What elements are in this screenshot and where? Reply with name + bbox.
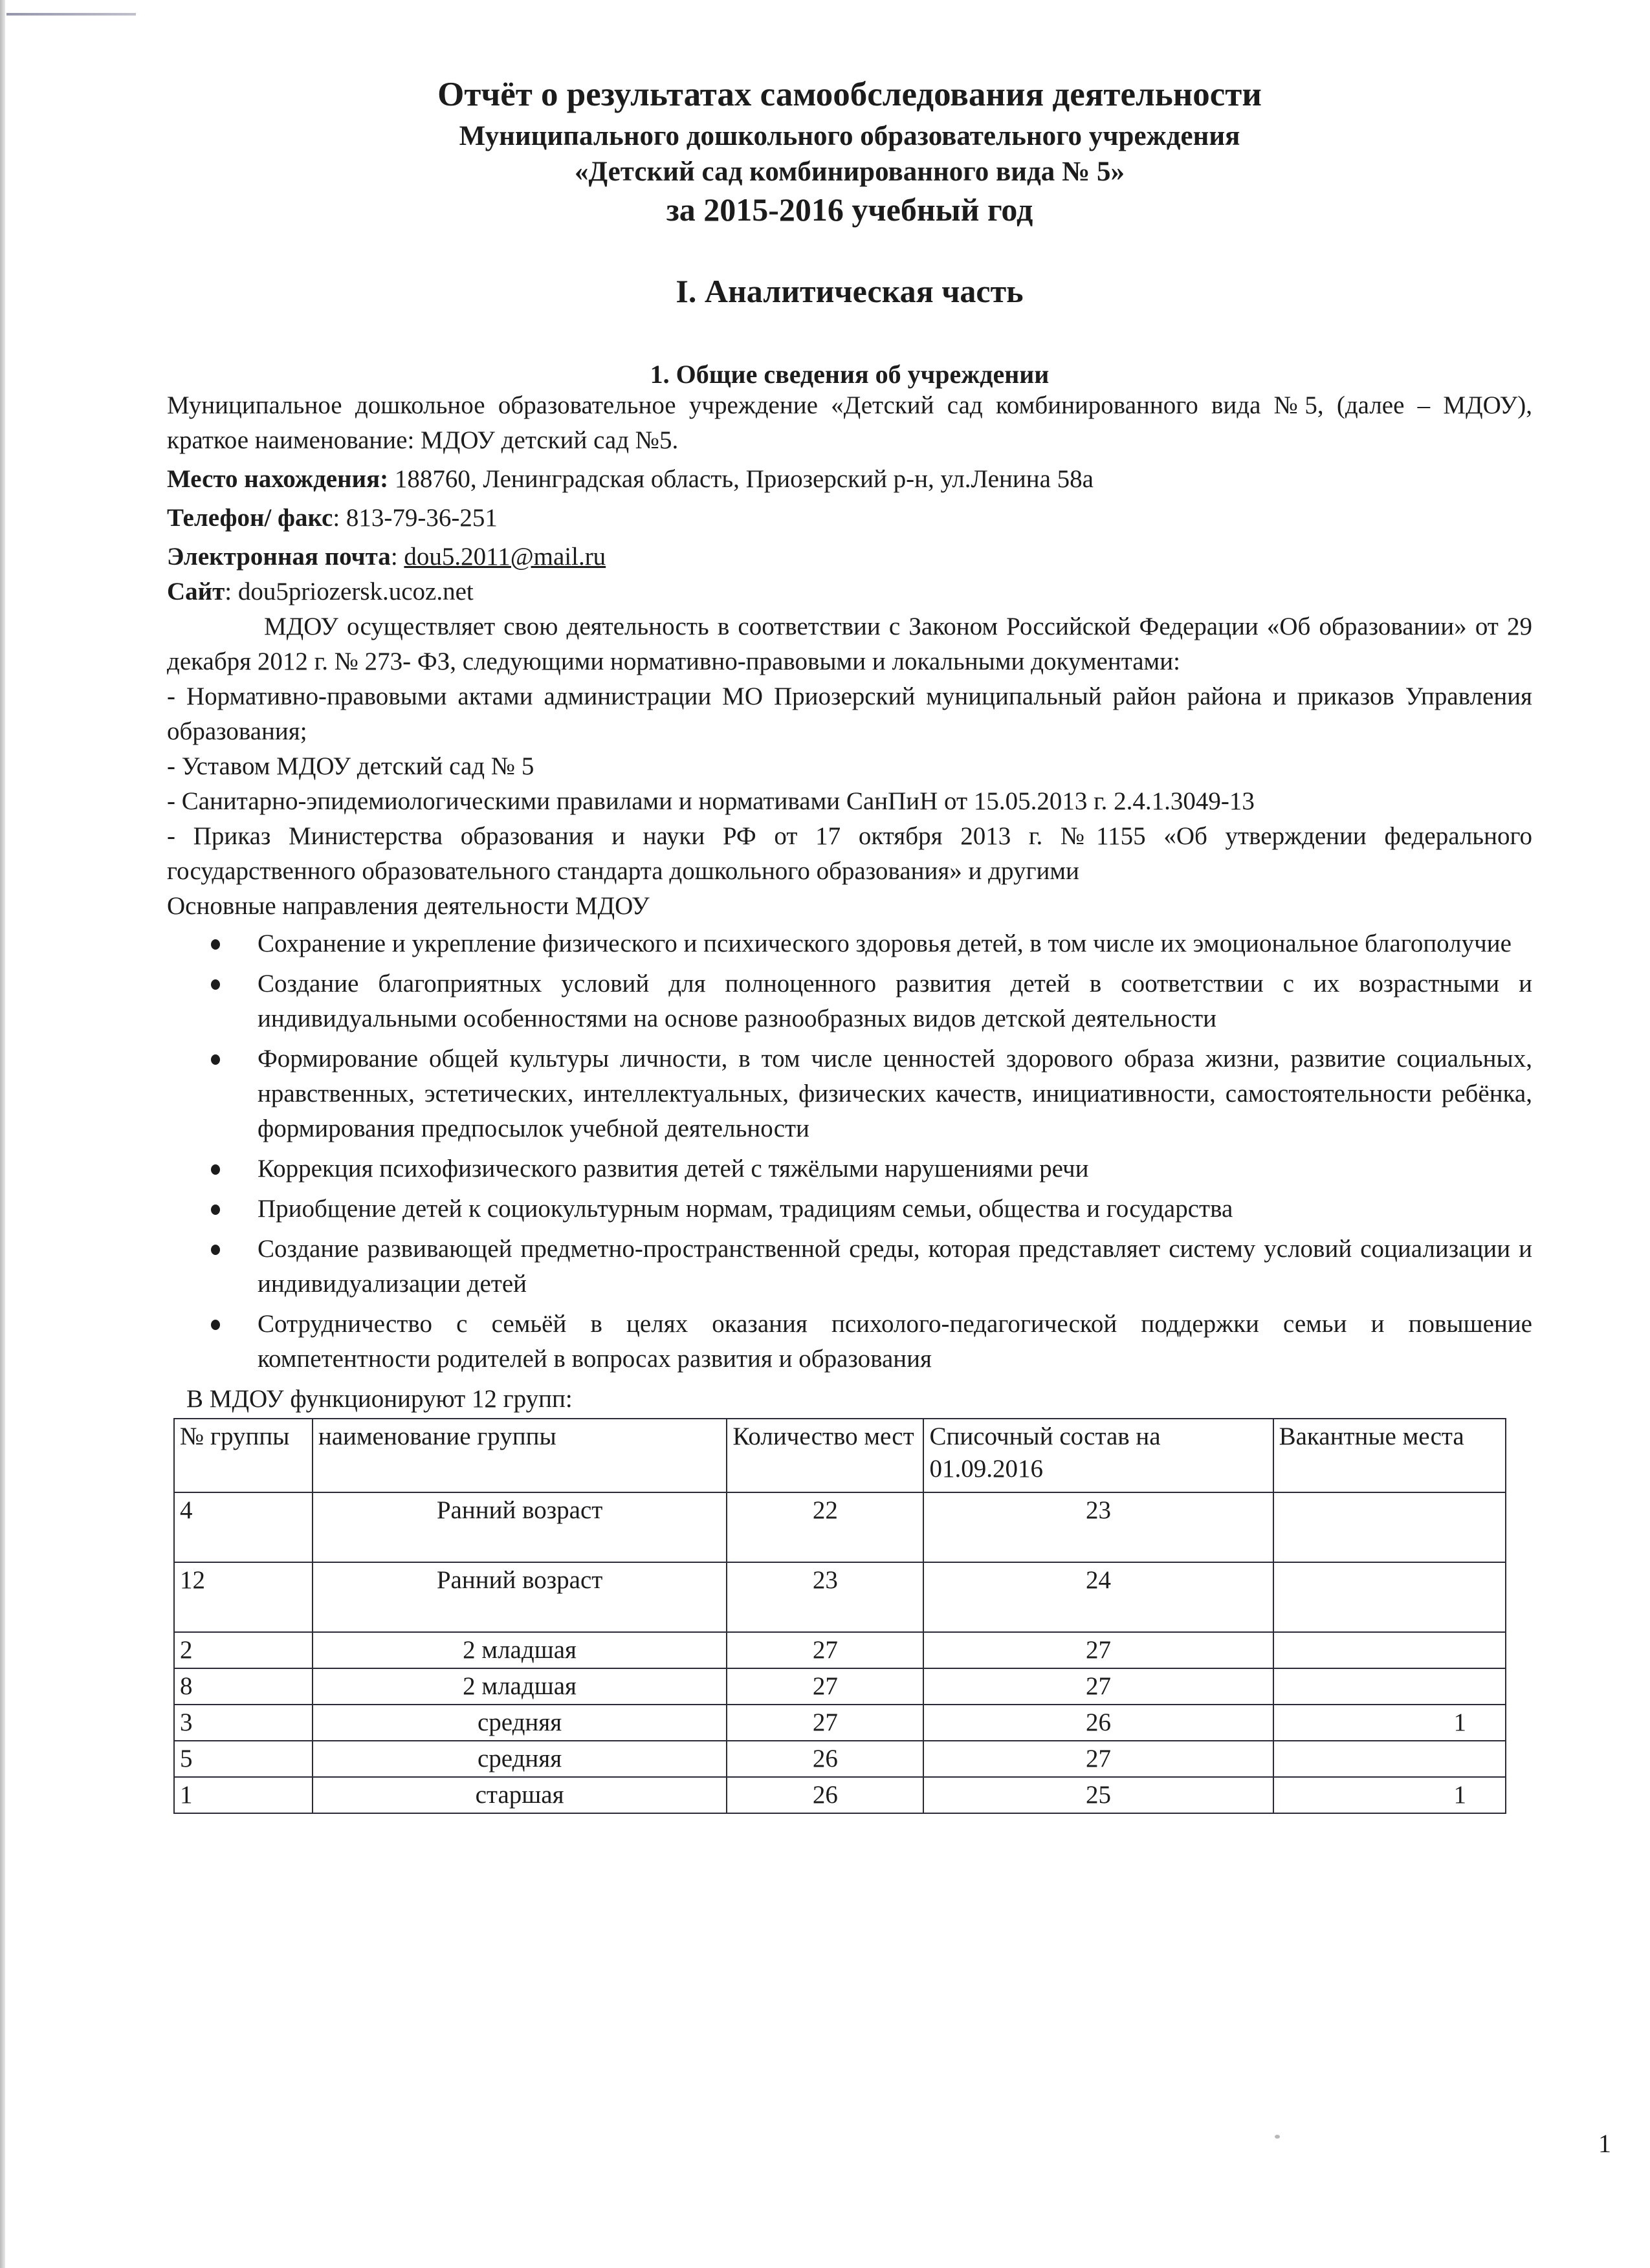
cell-group-name: Ранний возраст xyxy=(313,1492,727,1562)
institution-name-line-1: Муниципального дошкольного образовательного учреждения xyxy=(459,121,1240,151)
cell-vacant xyxy=(1273,1492,1506,1562)
groups-intro: В МДОУ функционируют 12 групп: xyxy=(186,1385,573,1413)
phone-line xyxy=(167,501,1532,536)
part-heading: I. Аналитическая часть xyxy=(676,273,1024,309)
intro-paragraph: Муниципальное дошкольное образовательное учреждение «Детский сад комбинированного вида №5, (далее – МДОУ), краткое наименование: МДОУ детский сад №5. xyxy=(167,391,1532,454)
header-group-name: наименование группы xyxy=(313,1419,727,1492)
cell-group-number: 2 xyxy=(174,1632,313,1668)
location-value: 188760, Ленинградская область, Приозерский р-н, ул.Ленина 58а xyxy=(388,465,1094,493)
location-label: Место нахождения: xyxy=(167,465,389,493)
direction-item: Приобщение детей к социокультурным нормам, традициям семьи, общества и государства xyxy=(258,1192,1532,1227)
cell-group-number: 4 xyxy=(174,1492,313,1562)
scan-edge-shadow xyxy=(0,0,5,2268)
activity-paragraph: МДОУ осуществляет свою деятельность в соответствии с Законом Российской Федерации «Об образовании» от 29 декабря 2012 г. № 273- ФЗ, следующими нормативно-правовыми и локальными документами: xyxy=(167,613,1532,675)
location-line xyxy=(167,462,1532,497)
email-line xyxy=(167,540,1532,574)
table-row xyxy=(174,1632,1506,1668)
report-title: Отчёт о результатах самообследования деятельности xyxy=(437,76,1262,113)
table-row xyxy=(174,1492,1506,1562)
cell-group-name: Ранний возраст xyxy=(313,1562,727,1632)
cell-places: 26 xyxy=(727,1741,923,1777)
cell-enrolled: 24 xyxy=(923,1562,1273,1632)
cell-group-name: 2 младшая xyxy=(313,1632,727,1668)
phone-value: : 813-79-36-251 xyxy=(333,504,498,532)
header-enrolled: Списочный состав на 01.09.2016 xyxy=(923,1419,1273,1492)
cell-enrolled: 25 xyxy=(923,1777,1273,1813)
site-line xyxy=(167,574,1532,609)
table-row xyxy=(174,1705,1506,1741)
email-separator: : xyxy=(390,543,404,571)
directions-list xyxy=(167,926,1532,1377)
cell-vacant xyxy=(1273,1741,1506,1777)
cell-enrolled: 27 xyxy=(923,1632,1273,1668)
email-label: Электронная почта xyxy=(167,543,391,571)
direction-item: Создание развивающей предметно-пространственной среды, которая представляет систему условий социализации и индивидуализации детей xyxy=(258,1232,1532,1302)
header-vacant: Вакантные места xyxy=(1273,1419,1506,1492)
cell-places: 22 xyxy=(727,1492,923,1562)
header-places: Количество мест xyxy=(727,1419,923,1492)
doc-item: - Уставом МДОУ детский сад № 5 xyxy=(167,752,534,780)
cell-places: 23 xyxy=(727,1562,923,1632)
scan-artifact-line xyxy=(6,13,136,16)
table-header-row xyxy=(174,1419,1506,1492)
cell-enrolled: 26 xyxy=(923,1705,1273,1741)
doc-item: - Приказ Министерства образования и науки РФ от 17 октября 2013 г. №1155 «Об утверждении федерального государственного образовательного стандарта дошкольного образования» и другими xyxy=(167,822,1532,885)
table-row xyxy=(174,1741,1506,1777)
cell-enrolled: 27 xyxy=(923,1668,1273,1705)
direction-item: Коррекция психофизического развития детей с тяжёлыми нарушениями речи xyxy=(258,1151,1532,1186)
cell-group-name: старшая xyxy=(313,1777,727,1813)
email-link[interactable]: dou5.2011@mail.ru xyxy=(404,543,606,571)
phone-label: Телефон/ факс xyxy=(167,504,333,532)
doc-item: - Санитарно-эпидемиологическими правилами и нормативами СанПиН от 15.05.2013 г. 2.4.1.3049-13 xyxy=(167,787,1255,815)
site-value: : dou5priozersk.ucoz.net xyxy=(225,578,474,605)
direction-item: Формирование общей культуры личности, в том числе ценностей здорового образа жизни, развитие социальных, нравственных, эстетических, интеллектуальных, физических качеств, инициативности, самостоятельности ребёнка, формирования предпосылок учебной деятельности xyxy=(258,1041,1532,1146)
cell-enrolled: 23 xyxy=(923,1492,1273,1562)
cell-group-number: 12 xyxy=(174,1562,313,1632)
cell-group-number: 1 xyxy=(174,1777,313,1813)
cell-group-number: 3 xyxy=(174,1705,313,1741)
table-row xyxy=(174,1562,1506,1632)
cell-group-name: средняя xyxy=(313,1705,727,1741)
cell-vacant: 1 xyxy=(1273,1705,1506,1741)
table-row xyxy=(174,1777,1506,1813)
cell-places: 27 xyxy=(727,1632,923,1668)
cell-group-number: 5 xyxy=(174,1741,313,1777)
section-heading: 1. Общие сведения об учреждении xyxy=(650,360,1050,389)
cell-vacant xyxy=(1273,1632,1506,1668)
institution-name-line-2: «Детский сад комбинированного вида № 5» xyxy=(575,157,1125,187)
report-period: за 2015-2016 учебный год xyxy=(666,191,1033,228)
cell-enrolled: 27 xyxy=(923,1741,1273,1777)
direction-item: Сохранение и укрепление физического и психического здоровья детей, в том числе их эмоциональное благополучие xyxy=(258,926,1532,961)
doc-item: - Нормативно-правовыми актами администрации МО Приозерский муниципальный район района и приказов Управления образования; xyxy=(167,682,1532,745)
cell-vacant: 1 xyxy=(1273,1777,1506,1813)
directions-heading: Основные направления деятельности МДОУ xyxy=(167,892,650,920)
section-body xyxy=(167,388,1532,1814)
site-label: Сайт xyxy=(167,578,225,605)
cell-places: 27 xyxy=(727,1705,923,1741)
page-number: 1 xyxy=(1598,2129,1611,2158)
cell-places: 26 xyxy=(727,1777,923,1813)
direction-item: Создание благоприятных условий для полноценного развития детей в соответствии с их возрастными и индивидуальными особенностями на основе разнообразных видов детской деятельности xyxy=(258,966,1532,1036)
cell-places: 27 xyxy=(727,1668,923,1705)
cell-vacant xyxy=(1273,1562,1506,1632)
direction-item: Сотрудничество с семьёй в целях оказания психолого-педагогической поддержки семьи и повышение компетентности родителей в вопросах развития и образования xyxy=(258,1307,1532,1377)
header-group-number: № группы xyxy=(174,1419,313,1492)
cell-group-number: 8 xyxy=(174,1668,313,1705)
table-row xyxy=(174,1668,1506,1705)
cell-group-name: средняя xyxy=(313,1741,727,1777)
groups-table xyxy=(173,1418,1506,1814)
cell-group-name: 2 младшая xyxy=(313,1668,727,1705)
cell-vacant xyxy=(1273,1668,1506,1705)
scan-speck xyxy=(1275,2135,1280,2139)
